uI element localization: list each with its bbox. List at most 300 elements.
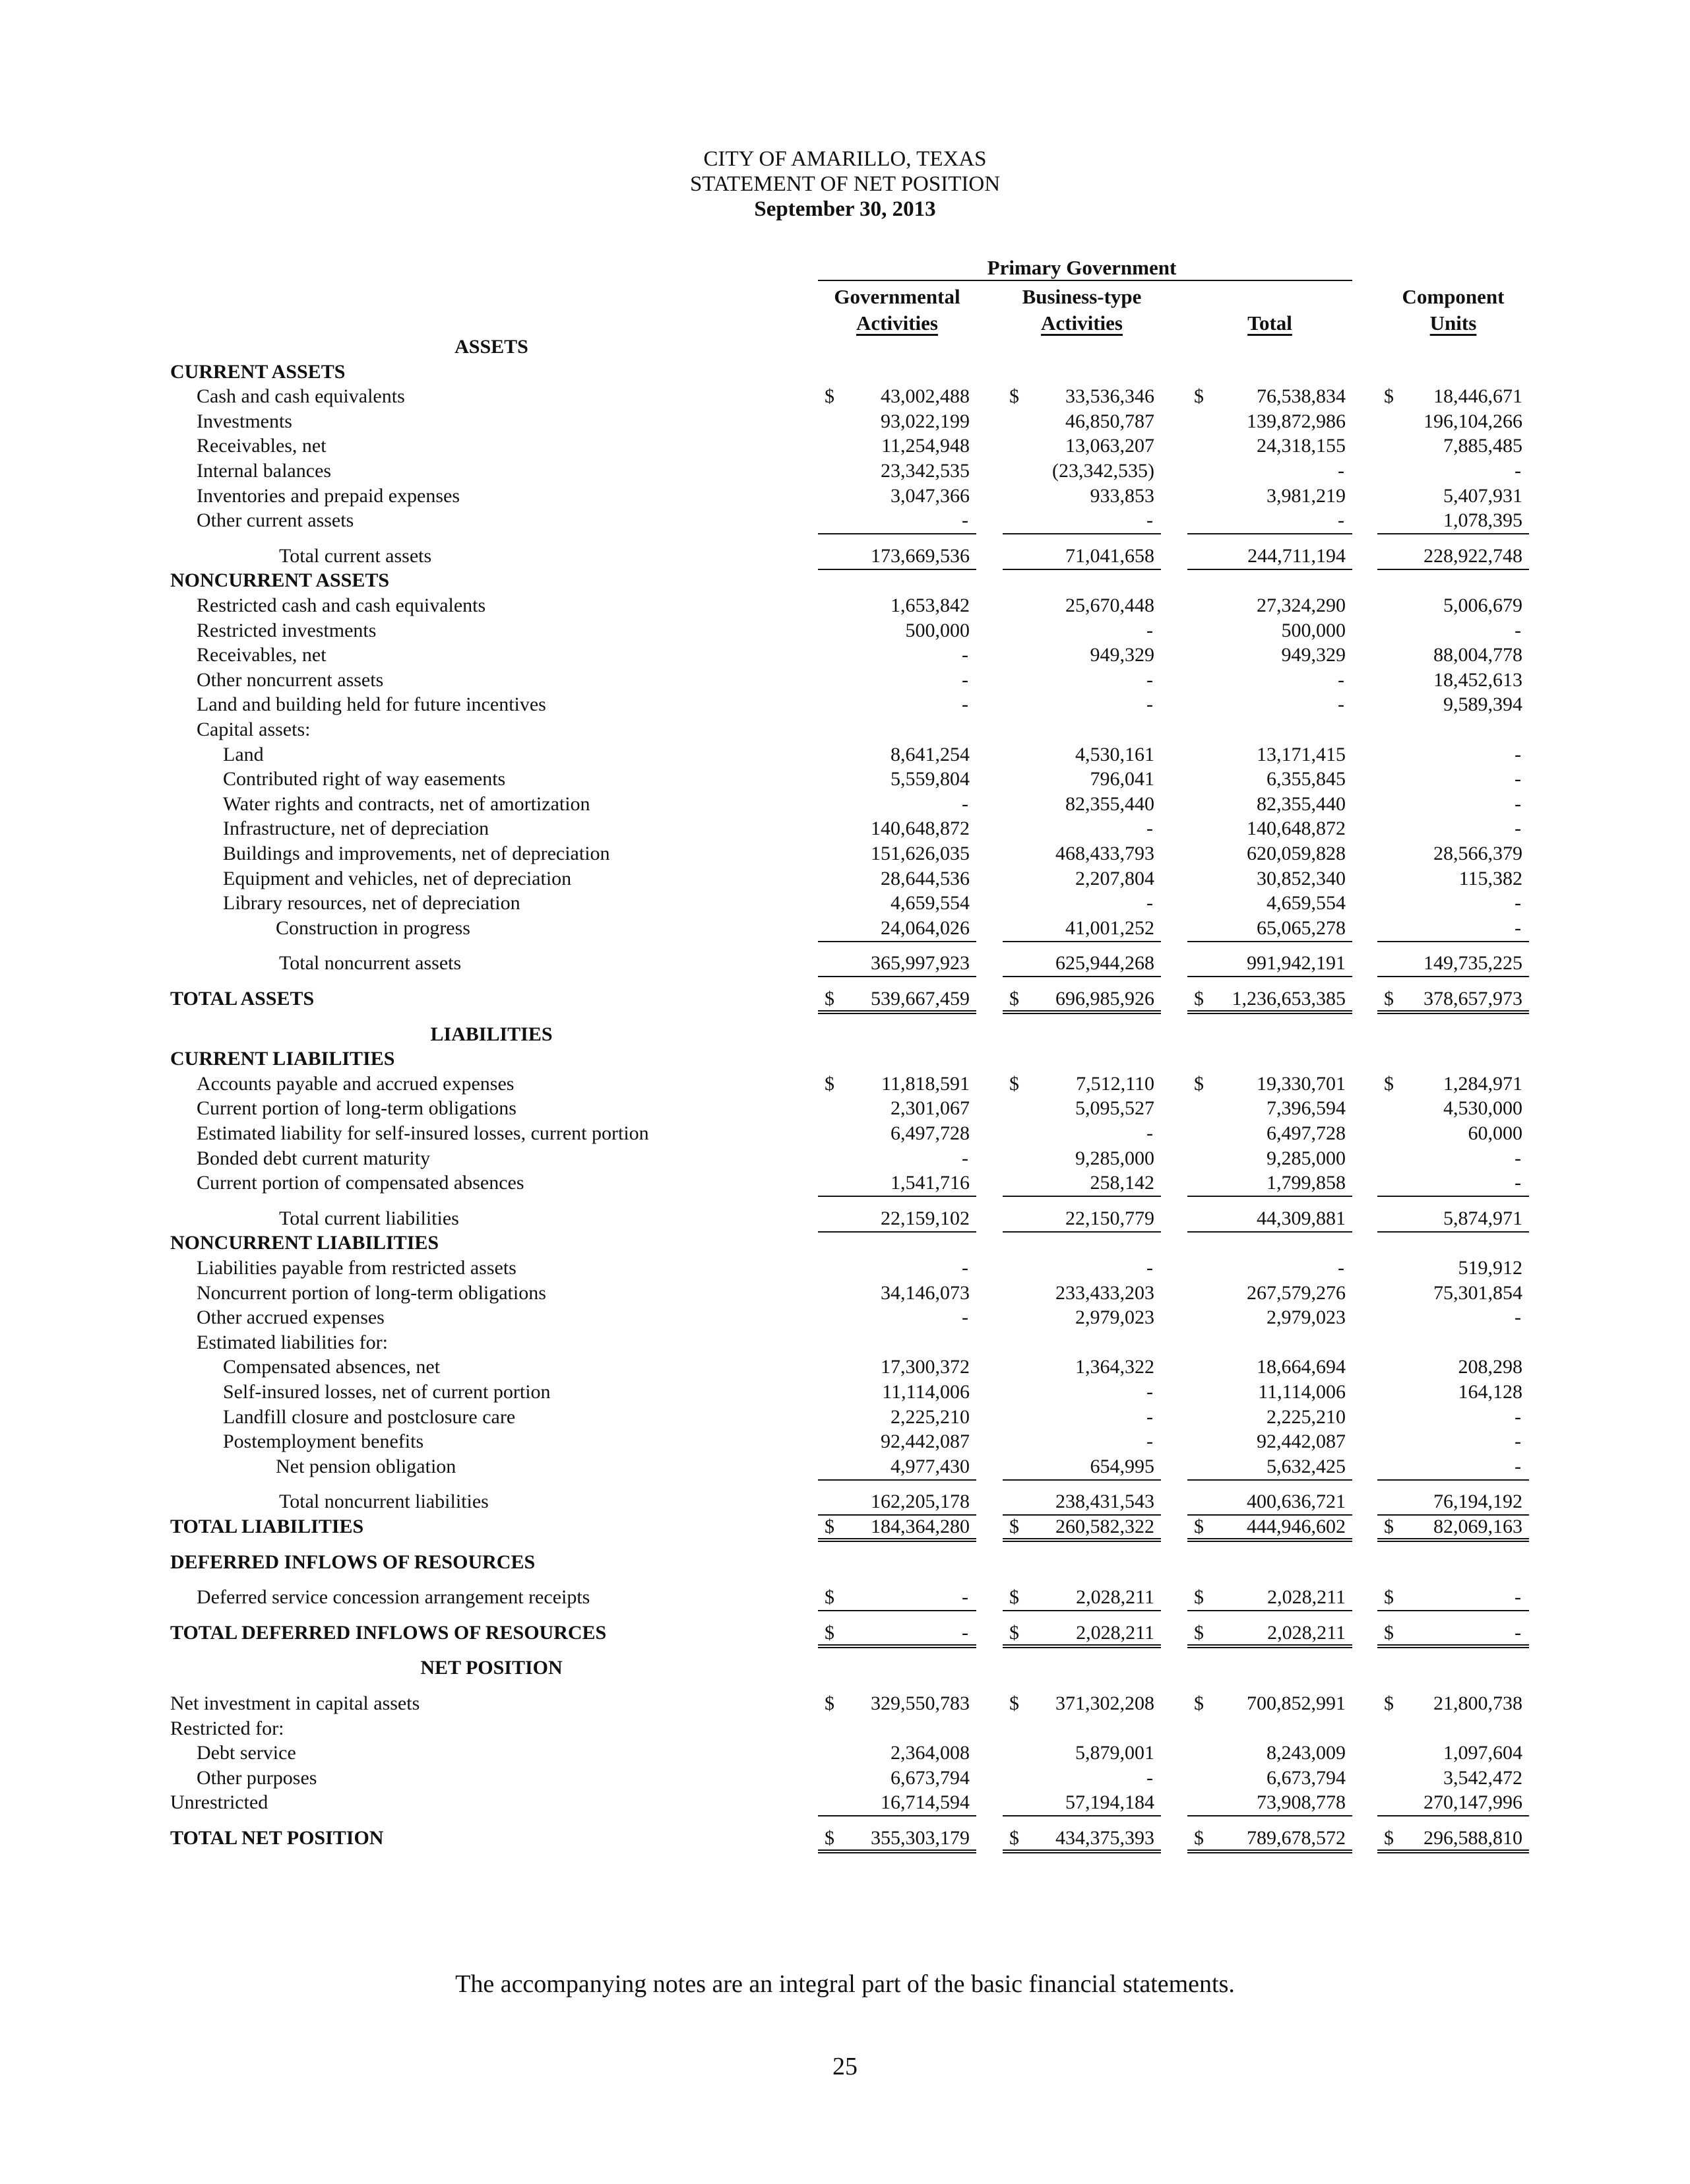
- cell-value: 82,355,440: [1065, 793, 1154, 815]
- dollar-sign: $: [1194, 1827, 1204, 1849]
- cell-value: 4,977,430: [891, 1456, 970, 1477]
- cell-component-units: [1377, 986, 1529, 1014]
- cell-business-type: [1003, 1072, 1161, 1097]
- col-head-component-units: Component Units: [1402, 285, 1505, 335]
- cell-business-type: [1003, 866, 1161, 891]
- cell-value: 4,530,000: [1443, 1097, 1522, 1119]
- cell-value: 140,648,872: [1247, 818, 1346, 839]
- cell-total: [1187, 692, 1352, 717]
- cell-value: 24,318,155: [1257, 435, 1346, 457]
- cell-value: 17,300,372: [881, 1356, 970, 1378]
- statement-row: [0, 1256, 1690, 1281]
- cell-value: 34,146,073: [881, 1282, 970, 1304]
- primary-government-heading: Primary Government: [987, 256, 1177, 279]
- cell-business-type: [1003, 767, 1161, 792]
- cell-component-units: [1377, 951, 1529, 977]
- dollar-sign: $: [825, 1073, 834, 1095]
- cell-governmental: [818, 742, 976, 767]
- cell-value: 6,355,845: [1267, 768, 1346, 790]
- cell-governmental: [818, 409, 976, 434]
- statement-row: [0, 1121, 1690, 1146]
- cell-value: 5,559,804: [891, 768, 970, 790]
- cell-value: 539,667,459: [871, 988, 970, 1010]
- row-label: Land and building held for future incentives: [197, 693, 546, 715]
- cell-component-units: [1377, 742, 1529, 767]
- cell-value: 6,497,728: [1267, 1122, 1346, 1144]
- statement-row: [0, 841, 1690, 866]
- cell-value: 6,673,794: [891, 1767, 970, 1789]
- cell-value: 208,298: [1458, 1356, 1522, 1378]
- cell-total: [1187, 1514, 1352, 1542]
- cell-business-type: [1003, 1691, 1161, 1716]
- cell-total: [1187, 544, 1352, 570]
- cell-component-units: [1377, 816, 1529, 841]
- cell-value: -: [962, 1306, 968, 1328]
- row-label: Other current assets: [197, 509, 354, 531]
- cell-value: 92,442,087: [1257, 1430, 1346, 1452]
- dollar-sign: $: [1384, 385, 1394, 407]
- cell-governmental: [818, 1121, 976, 1146]
- cell-component-units: [1377, 508, 1529, 534]
- cell-component-units: [1377, 1121, 1529, 1146]
- statement-row: [0, 1046, 1690, 1072]
- cell-value: 1,799,858: [1267, 1172, 1346, 1194]
- cell-governmental: [818, 1096, 976, 1121]
- row-label: Total current assets: [279, 545, 432, 567]
- cell-value: 19,330,701: [1257, 1073, 1346, 1095]
- cell-business-type: [1003, 1171, 1161, 1197]
- cell-business-type: [1003, 1429, 1161, 1454]
- cell-value: 24,064,026: [881, 917, 970, 939]
- cell-total: [1187, 1691, 1352, 1716]
- cell-value: -: [962, 793, 968, 815]
- dollar-sign: $: [1009, 988, 1019, 1010]
- statement-row: [0, 742, 1690, 767]
- statement-row: [0, 568, 1690, 593]
- cell-value: 23,342,535: [881, 460, 970, 482]
- cell-component-units: [1377, 1405, 1529, 1430]
- cell-value: 991,942,191: [1247, 952, 1346, 974]
- cell-component-units: [1377, 1096, 1529, 1121]
- cell-component-units: [1377, 409, 1529, 434]
- statement-header: [0, 146, 1690, 222]
- footer-note: The accompanying notes are an integral part of the basic financial statements.: [455, 1970, 1235, 1998]
- cell-total: [1187, 792, 1352, 817]
- cell-total: [1187, 1096, 1352, 1121]
- cell-value: 620,059,828: [1247, 843, 1346, 864]
- statement-row: [0, 668, 1690, 693]
- cell-total: [1187, 508, 1352, 534]
- statement-row: [0, 409, 1690, 434]
- row-label: Bonded debt current maturity: [197, 1147, 431, 1169]
- cell-value: -: [1515, 1456, 1521, 1477]
- cell-value: 2,979,023: [1075, 1306, 1154, 1328]
- cell-governmental: [818, 1206, 976, 1233]
- cell-total: [1187, 1489, 1352, 1516]
- cell-value: 1,284,971: [1443, 1073, 1522, 1095]
- cell-value: 2,225,210: [1267, 1406, 1346, 1428]
- cell-value: 16,714,594: [881, 1791, 970, 1813]
- cell-value: 60,000: [1468, 1122, 1522, 1144]
- cell-total: [1187, 916, 1352, 942]
- cell-value: 228,922,748: [1424, 545, 1522, 567]
- cell-governmental: [818, 1305, 976, 1330]
- cell-value: 329,550,783: [871, 1692, 970, 1714]
- cell-business-type: [1003, 668, 1161, 693]
- row-label: Noncurrent portion of long-term obligations: [197, 1282, 546, 1304]
- cell-total: [1187, 1281, 1352, 1306]
- row-label: Deferred service concession arrangement receipts: [197, 1586, 590, 1608]
- cell-component-units: [1377, 1621, 1529, 1648]
- statement-row: [0, 618, 1690, 643]
- cell-value: 2,028,211: [1267, 1586, 1346, 1608]
- cell-governmental: [818, 618, 976, 643]
- statement-date: September 30, 2013: [754, 197, 936, 221]
- cell-value: 140,648,872: [871, 818, 970, 839]
- dollar-sign: $: [1009, 1516, 1019, 1537]
- row-label: Construction in progress: [276, 917, 470, 939]
- row-label: CURRENT ASSETS: [170, 361, 346, 383]
- cell-value: 5,407,931: [1443, 485, 1522, 507]
- cell-value: 82,355,440: [1257, 793, 1346, 815]
- cell-value: 27,324,290: [1257, 594, 1346, 616]
- cell-governmental: [818, 841, 976, 866]
- statement-row: [0, 544, 1690, 569]
- row-label: Inventories and prepaid expenses: [197, 485, 460, 507]
- cell-component-units: [1377, 692, 1529, 717]
- statement-row: [0, 593, 1690, 618]
- cell-governmental: [818, 1489, 976, 1516]
- cell-value: -: [1146, 1381, 1153, 1403]
- row-label: Contributed right of way easements: [223, 768, 506, 790]
- row-label: TOTAL NET POSITION: [170, 1827, 384, 1849]
- cell-value: 164,128: [1458, 1381, 1522, 1403]
- dollar-sign: $: [1194, 1622, 1204, 1644]
- col-head-governmental: Governmental Activities: [834, 285, 960, 335]
- dollar-sign: $: [1194, 1692, 1204, 1714]
- cell-component-units: [1377, 1206, 1529, 1233]
- cell-business-type: [1003, 618, 1161, 643]
- statement-row: [0, 335, 1690, 360]
- row-label: Buildings and improvements, net of depreciation: [223, 843, 610, 864]
- cell-value: 2,028,211: [1267, 1622, 1346, 1644]
- cell-business-type: [1003, 384, 1161, 409]
- cell-value: 4,530,161: [1075, 744, 1154, 765]
- cell-governmental: [818, 1171, 976, 1197]
- cell-component-units: [1377, 1072, 1529, 1097]
- cell-total: [1187, 668, 1352, 693]
- statement-row: [0, 1096, 1690, 1121]
- row-label: Restricted cash and cash equivalents: [197, 594, 486, 616]
- cell-business-type: [1003, 1741, 1161, 1766]
- row-label: Infrastructure, net of depreciation: [223, 818, 489, 839]
- cell-component-units: [1377, 668, 1529, 693]
- cell-value: -: [1515, 892, 1521, 914]
- dollar-sign: $: [1009, 1073, 1019, 1095]
- cell-value: 13,171,415: [1257, 744, 1346, 765]
- cell-governmental: [818, 1405, 976, 1430]
- row-label: Postemployment benefits: [223, 1430, 424, 1452]
- cell-value: 8,243,009: [1267, 1742, 1346, 1764]
- cell-value: 9,285,000: [1075, 1147, 1154, 1169]
- dollar-sign: $: [1194, 988, 1204, 1010]
- cell-value: -: [1146, 892, 1153, 914]
- cell-governmental: [818, 643, 976, 668]
- dollar-sign: $: [1384, 1622, 1394, 1644]
- cell-business-type: [1003, 1621, 1161, 1648]
- cell-component-units: [1377, 1429, 1529, 1454]
- row-label: Liabilities payable from restricted assets: [197, 1257, 516, 1279]
- cell-value: -: [962, 693, 968, 715]
- dollar-sign: $: [1194, 1073, 1204, 1095]
- statement-row: [0, 891, 1690, 916]
- cell-value: -: [1146, 1767, 1153, 1789]
- row-label: Self-insured losses, net of current portion: [223, 1381, 551, 1403]
- cell-value: 11,114,006: [1258, 1381, 1346, 1403]
- cell-value: 2,979,023: [1267, 1306, 1346, 1328]
- row-label: Internal balances: [197, 460, 332, 482]
- cell-value: 500,000: [1281, 620, 1346, 641]
- cell-value: -: [1515, 768, 1521, 790]
- cell-component-units: [1377, 384, 1529, 409]
- cell-component-units: [1377, 544, 1529, 570]
- row-label: Landfill closure and postclosure care: [223, 1406, 516, 1428]
- statement-row: [0, 866, 1690, 891]
- row-label: Total noncurrent assets: [279, 952, 462, 974]
- cell-business-type: [1003, 1305, 1161, 1330]
- cell-component-units: [1377, 841, 1529, 866]
- cell-value: -: [1338, 1257, 1344, 1279]
- cell-total: [1187, 1305, 1352, 1330]
- cell-value: 76,538,834: [1257, 385, 1346, 407]
- row-label: Estimated liability for self-insured losses, current portion: [197, 1122, 649, 1144]
- cell-total: [1187, 1380, 1352, 1405]
- cell-governmental: [818, 508, 976, 534]
- dollar-sign: $: [825, 1692, 834, 1714]
- dollar-sign: $: [1009, 1622, 1019, 1644]
- cell-component-units: [1377, 1454, 1529, 1481]
- dollar-sign: $: [1384, 988, 1394, 1010]
- cell-governmental: [818, 1691, 976, 1716]
- cell-value: 93,022,199: [881, 410, 970, 432]
- cell-value: -: [1515, 1586, 1521, 1608]
- cell-component-units: [1377, 916, 1529, 942]
- dollar-sign: $: [825, 1827, 834, 1849]
- row-label: Receivables, net: [197, 644, 327, 666]
- statement-row: [0, 951, 1690, 976]
- cell-value: 1,541,716: [891, 1172, 970, 1194]
- cell-governmental: [818, 1281, 976, 1306]
- cell-value: 18,446,671: [1433, 385, 1522, 407]
- dollar-sign: $: [825, 1516, 834, 1537]
- statement-row: [0, 1405, 1690, 1430]
- cell-value: 57,194,184: [1065, 1791, 1154, 1813]
- cell-total: [1187, 1256, 1352, 1281]
- col-head-total: Total: [1247, 311, 1292, 335]
- cell-component-units: [1377, 459, 1529, 484]
- cell-value: -: [1515, 1406, 1521, 1428]
- cell-value: 933,853: [1090, 485, 1154, 507]
- cell-value: -: [1515, 744, 1521, 765]
- row-label: Receivables, net: [197, 435, 327, 457]
- cell-value: 625,944,268: [1055, 952, 1154, 974]
- cell-value: 151,626,035: [871, 843, 970, 864]
- cell-governmental: [818, 1146, 976, 1171]
- cell-value: 5,879,001: [1075, 1742, 1154, 1764]
- cell-value: 700,852,991: [1247, 1692, 1346, 1714]
- cell-business-type: [1003, 1096, 1161, 1121]
- cell-business-type: [1003, 1790, 1161, 1816]
- cell-value: 949,329: [1090, 644, 1154, 666]
- row-label: Other accrued expenses: [197, 1306, 385, 1328]
- cell-total: [1187, 1585, 1352, 1611]
- cell-value: 260,582,322: [1055, 1516, 1154, 1537]
- cell-value: -: [1515, 793, 1521, 815]
- cell-business-type: [1003, 1405, 1161, 1430]
- page-number: 25: [832, 2053, 858, 2080]
- cell-value: -: [1515, 1306, 1521, 1328]
- cell-value: 139,872,986: [1247, 410, 1346, 432]
- statement-row: [0, 916, 1690, 941]
- cell-component-units: [1377, 1256, 1529, 1281]
- statement-row: [0, 692, 1690, 717]
- cell-component-units: [1377, 1355, 1529, 1380]
- statement-row: [0, 1826, 1690, 1851]
- cell-value: 258,142: [1090, 1172, 1154, 1194]
- cell-value: -: [1515, 620, 1521, 641]
- cell-governmental: [818, 1585, 976, 1611]
- statement-row: [0, 1550, 1690, 1575]
- cell-business-type: [1003, 891, 1161, 916]
- cell-value: 238,431,543: [1055, 1491, 1154, 1512]
- statement-row: [0, 816, 1690, 841]
- cell-value: -: [1515, 818, 1521, 839]
- cell-component-units: [1377, 1790, 1529, 1816]
- row-label: Restricted investments: [197, 620, 377, 641]
- cell-value: 149,735,225: [1424, 952, 1522, 974]
- cell-value: 184,364,280: [871, 1516, 970, 1537]
- cell-total: [1187, 1146, 1352, 1171]
- cell-business-type: [1003, 986, 1161, 1014]
- dollar-sign: $: [1384, 1692, 1394, 1714]
- cell-value: -: [1515, 1430, 1521, 1452]
- cell-value: -: [1146, 1257, 1153, 1279]
- dollar-sign: $: [1384, 1827, 1394, 1849]
- cell-total: [1187, 1621, 1352, 1648]
- cell-value: -: [1146, 693, 1153, 715]
- cell-total: [1187, 1826, 1352, 1853]
- cell-value: 65,065,278: [1257, 917, 1346, 939]
- cell-value: 434,375,393: [1055, 1827, 1154, 1849]
- row-label: Debt service: [197, 1742, 296, 1764]
- dollar-sign: $: [1194, 1516, 1204, 1537]
- cell-governmental: [818, 1380, 976, 1405]
- cell-value: 2,301,067: [891, 1097, 970, 1119]
- row-label: Capital assets:: [197, 719, 311, 740]
- cell-business-type: [1003, 916, 1161, 942]
- cell-total: [1187, 891, 1352, 916]
- cell-value: 267,579,276: [1247, 1282, 1346, 1304]
- cell-value: 11,254,948: [881, 435, 970, 457]
- cell-component-units: [1377, 434, 1529, 459]
- cell-value: 2,028,211: [1076, 1586, 1154, 1608]
- cell-component-units: [1377, 1766, 1529, 1791]
- cell-governmental: [818, 951, 976, 977]
- cell-value: 9,589,394: [1443, 693, 1522, 715]
- cell-governmental: [818, 866, 976, 891]
- cell-component-units: [1377, 618, 1529, 643]
- row-label: Estimated liabilities for:: [197, 1332, 388, 1353]
- row-label: Total current liabilities: [279, 1207, 459, 1229]
- statement-row: [0, 384, 1690, 409]
- cell-value: 355,303,179: [871, 1827, 970, 1849]
- row-label: Restricted for:: [170, 1718, 284, 1739]
- dollar-sign: $: [825, 988, 834, 1010]
- cell-governmental: [818, 1826, 976, 1853]
- cell-value: 500,000: [905, 620, 970, 641]
- statement-row: [0, 1691, 1690, 1716]
- statement-row: [0, 1621, 1690, 1646]
- cell-component-units: [1377, 1146, 1529, 1171]
- cell-value: 4,659,554: [1267, 892, 1346, 914]
- cell-total: [1187, 767, 1352, 792]
- statement-row: [0, 1022, 1690, 1047]
- cell-value: -: [1338, 693, 1344, 715]
- cell-business-type: [1003, 409, 1161, 434]
- cell-value: -: [962, 1586, 968, 1608]
- dollar-sign: $: [1194, 1586, 1204, 1608]
- cell-component-units: [1377, 1380, 1529, 1405]
- cell-value: 76,194,192: [1433, 1491, 1522, 1512]
- cell-value: 1,078,395: [1443, 509, 1522, 531]
- cell-business-type: [1003, 1380, 1161, 1405]
- cell-component-units: [1377, 593, 1529, 618]
- cell-total: [1187, 1121, 1352, 1146]
- cell-value: 5,095,527: [1075, 1097, 1154, 1119]
- cell-component-units: [1377, 767, 1529, 792]
- cell-total: [1187, 384, 1352, 409]
- cell-value: 7,512,110: [1076, 1073, 1154, 1095]
- cell-business-type: [1003, 1121, 1161, 1146]
- cell-value: 1,364,322: [1075, 1356, 1154, 1378]
- cell-total: [1187, 1072, 1352, 1097]
- cell-value: -: [1146, 509, 1153, 531]
- cell-value: -: [1146, 1122, 1153, 1144]
- cell-business-type: [1003, 1826, 1161, 1853]
- cell-value: 41,001,252: [1065, 917, 1154, 939]
- cell-value: 3,981,219: [1267, 485, 1346, 507]
- cell-component-units: [1377, 1585, 1529, 1611]
- cell-business-type: [1003, 508, 1161, 534]
- row-label: Cash and cash equivalents: [197, 385, 405, 407]
- cell-governmental: [818, 986, 976, 1014]
- cell-component-units: [1377, 1691, 1529, 1716]
- cell-value: 6,673,794: [1267, 1767, 1346, 1789]
- row-label: TOTAL LIABILITIES: [170, 1516, 364, 1537]
- cell-value: 371,302,208: [1055, 1692, 1154, 1714]
- row-label: Land: [223, 744, 264, 765]
- cell-total: [1187, 459, 1352, 484]
- cell-value: 233,433,203: [1055, 1282, 1154, 1304]
- cell-business-type: [1003, 484, 1161, 509]
- cell-total: [1187, 1741, 1352, 1766]
- cell-business-type: [1003, 692, 1161, 717]
- dollar-sign: $: [825, 1586, 834, 1608]
- cell-value: 25,670,448: [1065, 594, 1154, 616]
- dollar-sign: $: [1384, 1586, 1394, 1608]
- statement-row: [0, 1454, 1690, 1479]
- cell-governmental: [818, 1454, 976, 1481]
